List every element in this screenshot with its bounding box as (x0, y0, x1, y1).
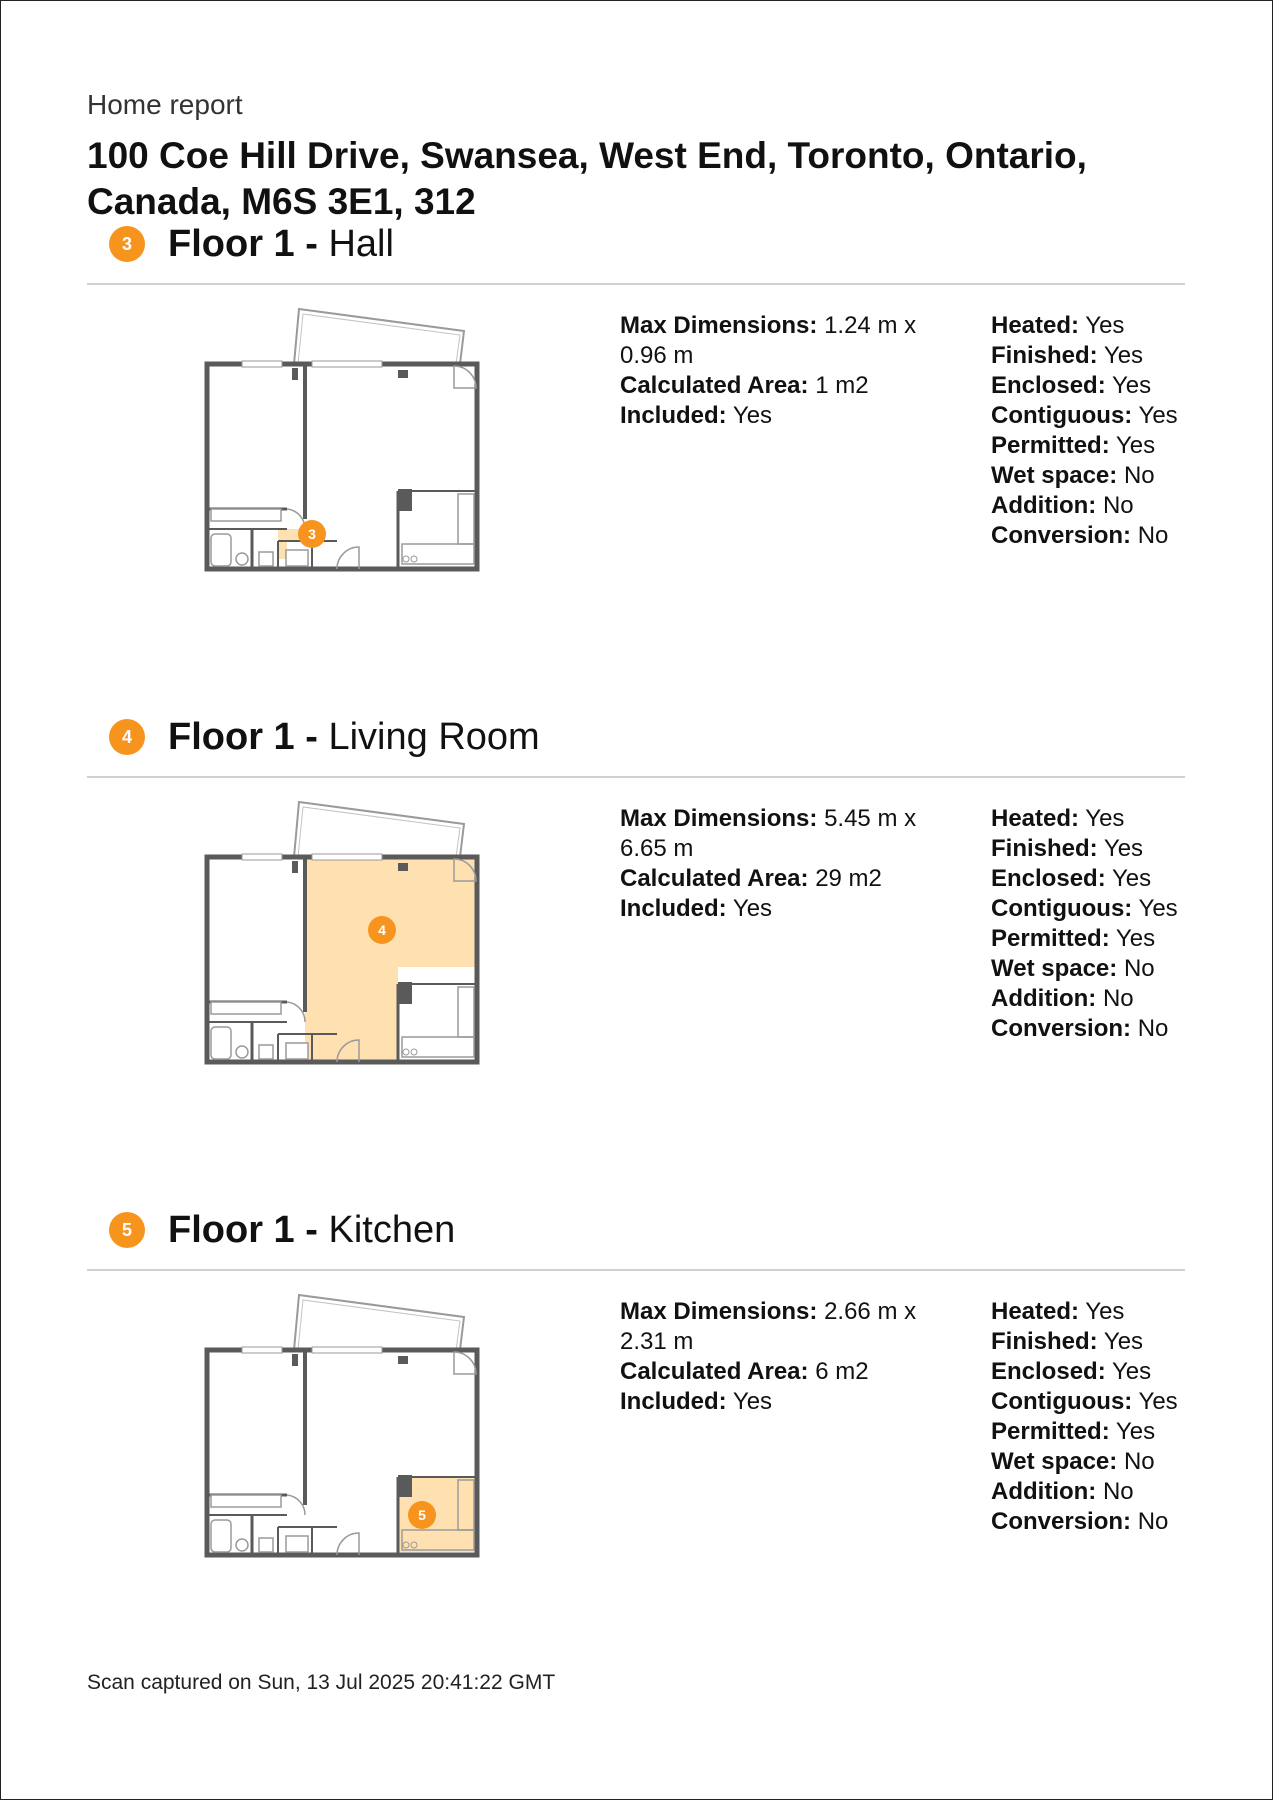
column (398, 982, 412, 1004)
calculated-area-row: Calculated Area: 6 m2 (620, 1358, 869, 1385)
window (242, 361, 282, 367)
bathtub (211, 1520, 231, 1552)
wet-space-row: Wet space: No (991, 1448, 1155, 1475)
room-name: Kitchen (328, 1209, 456, 1251)
heated-row: Heated: Yes (991, 805, 1125, 832)
closet-shelf (211, 509, 281, 521)
max-dimensions-value: 1.24 m x 0.96 m (620, 312, 917, 369)
floor-plan-image (202, 797, 492, 1092)
calculated-area-value: 6 m2 (815, 1358, 869, 1385)
heated-row: Heated: Yes (991, 312, 1125, 339)
included-value: Yes (732, 895, 773, 922)
conversion-row: Conversion: No (991, 522, 1169, 549)
balcony-inner (298, 807, 460, 857)
stove-burner (411, 1049, 417, 1055)
included-value: Yes (732, 402, 773, 429)
balcony-outline (294, 1295, 464, 1350)
title-separator: - (294, 716, 329, 758)
enclosed-row: Enclosed: Yes (991, 1358, 1152, 1385)
attributes-block (991, 311, 1191, 551)
counter (286, 1043, 308, 1059)
conversion-row: Conversion: No (991, 1508, 1169, 1535)
counter (286, 1536, 308, 1552)
door-swing (287, 1495, 305, 1515)
dimensions-block (620, 804, 950, 924)
room-header (87, 681, 1185, 778)
max-dimensions-value: 2.66 m x 2.31 m (620, 1298, 917, 1355)
room-number-badge: 4 (109, 719, 145, 755)
counter (286, 550, 308, 566)
room-title (168, 222, 394, 266)
balcony-outline (294, 802, 464, 857)
attributes-block (991, 1297, 1191, 1537)
kitchen-counter (402, 1037, 474, 1057)
door-swing (337, 547, 359, 569)
contiguous-row: Contiguous: Yes (991, 1388, 1178, 1415)
heated-row: Heated: Yes (991, 1298, 1125, 1325)
room-section (87, 188, 1185, 549)
room-header (87, 188, 1185, 285)
kitchen-counter (458, 494, 474, 544)
highlighted-room (305, 857, 477, 1062)
plan-room-badge (298, 520, 326, 548)
plan-badge-number: 3 (308, 526, 316, 542)
sink (236, 1046, 248, 1058)
plan-badge-number: 4 (378, 922, 386, 938)
contiguous-row: Contiguous: Yes (991, 402, 1178, 429)
door-swing (287, 1002, 305, 1022)
calculated-area-row: Calculated Area: 1 m2 (620, 372, 869, 399)
balcony-inner (298, 314, 460, 364)
floor-plan-image (202, 1290, 492, 1585)
calculated-area-row: Calculated Area: 29 m2 (620, 865, 882, 892)
property-address: 100 Coe Hill Drive, Swansea, West End, Toronto, Ontario, Canada, M6S 3E1, 312 (87, 135, 1087, 222)
door-swing (454, 1352, 476, 1374)
sink (236, 553, 248, 565)
room-floor: Floor 1 (168, 223, 295, 265)
stove-burner (403, 1049, 409, 1055)
dimensions-block (620, 311, 950, 431)
room-name: Hall (328, 223, 394, 265)
plan-badge-number: 5 (418, 1507, 426, 1523)
floor-plan-image (202, 304, 492, 599)
bathtub (211, 534, 231, 566)
attributes-block (991, 804, 1191, 1044)
room-title (168, 1208, 455, 1252)
room-name: Living Room (328, 716, 540, 758)
included-row: Included: Yes (620, 1388, 773, 1415)
max-dimensions-row: Max Dimensions: 1.24 m x 0.96 m (620, 312, 917, 369)
calculated-area-value: 29 m2 (815, 865, 882, 892)
included-row: Included: Yes (620, 895, 773, 922)
column (398, 1475, 412, 1497)
scan-timestamp: Scan captured on Sun, 13 Jul 2025 20:41:22 GMT (87, 1671, 556, 1694)
max-dimensions-row: Max Dimensions: 2.66 m x 2.31 m (620, 1298, 917, 1355)
permitted-row: Permitted: Yes (991, 1418, 1156, 1445)
toilet (259, 552, 273, 566)
max-dimensions-row: Max Dimensions: 5.45 m x 6.65 m (620, 805, 917, 862)
room-header (87, 1174, 1185, 1271)
contiguous-row: Contiguous: Yes (991, 895, 1178, 922)
column (292, 861, 298, 873)
room-floor: Floor 1 (168, 716, 295, 758)
finished-row: Finished: Yes (991, 835, 1144, 862)
closet-shelf (211, 1495, 281, 1507)
door-swing (337, 1533, 359, 1555)
window (242, 1347, 282, 1353)
window (312, 854, 382, 860)
report-label: Home report (87, 89, 243, 120)
stove-burner (403, 556, 409, 562)
finished-row: Finished: Yes (991, 342, 1144, 369)
permitted-row: Permitted: Yes (991, 432, 1156, 459)
window (242, 854, 282, 860)
kitchen-counter (402, 544, 474, 564)
room-number-badge: 5 (109, 1212, 145, 1248)
addition-row: Addition: No (991, 1478, 1134, 1505)
permitted-row: Permitted: Yes (991, 925, 1156, 952)
toilet (259, 1538, 273, 1552)
closet-shelf (211, 1002, 281, 1014)
room-section (87, 1174, 1185, 1535)
column (398, 1356, 408, 1364)
plan-room-badge (368, 916, 396, 944)
room-section (87, 681, 1185, 1042)
balcony-outline (294, 309, 464, 364)
addition-row: Addition: No (991, 492, 1134, 519)
balcony-inner (298, 1300, 460, 1350)
finished-row: Finished: Yes (991, 1328, 1144, 1355)
conversion-row: Conversion: No (991, 1015, 1169, 1042)
window (312, 1347, 382, 1353)
bathtub (211, 1027, 231, 1059)
column (398, 863, 408, 871)
room-floor: Floor 1 (168, 1209, 295, 1251)
wet-space-row: Wet space: No (991, 462, 1155, 489)
wet-space-row: Wet space: No (991, 955, 1155, 982)
room-title (168, 715, 540, 759)
window (312, 361, 382, 367)
column (398, 370, 408, 378)
room-number-badge: 3 (109, 226, 145, 262)
title-separator: - (294, 1209, 329, 1251)
plan-room-badge (408, 1501, 436, 1529)
kitchen-counter (458, 987, 474, 1037)
included-value: Yes (732, 1388, 773, 1415)
included-row: Included: Yes (620, 402, 773, 429)
stove-burner (411, 556, 417, 562)
toilet (259, 1045, 273, 1059)
addition-row: Addition: No (991, 985, 1134, 1012)
dimensions-block (620, 1297, 950, 1417)
sink (236, 1539, 248, 1551)
exterior-walls (207, 364, 477, 569)
title-separator: - (294, 223, 329, 265)
column (292, 1354, 298, 1366)
enclosed-row: Enclosed: Yes (991, 372, 1152, 399)
door-swing (454, 366, 476, 388)
column (292, 368, 298, 380)
max-dimensions-value: 5.45 m x 6.65 m (620, 805, 917, 862)
column (398, 489, 412, 511)
calculated-area-value: 1 m2 (815, 372, 869, 399)
enclosed-row: Enclosed: Yes (991, 865, 1152, 892)
